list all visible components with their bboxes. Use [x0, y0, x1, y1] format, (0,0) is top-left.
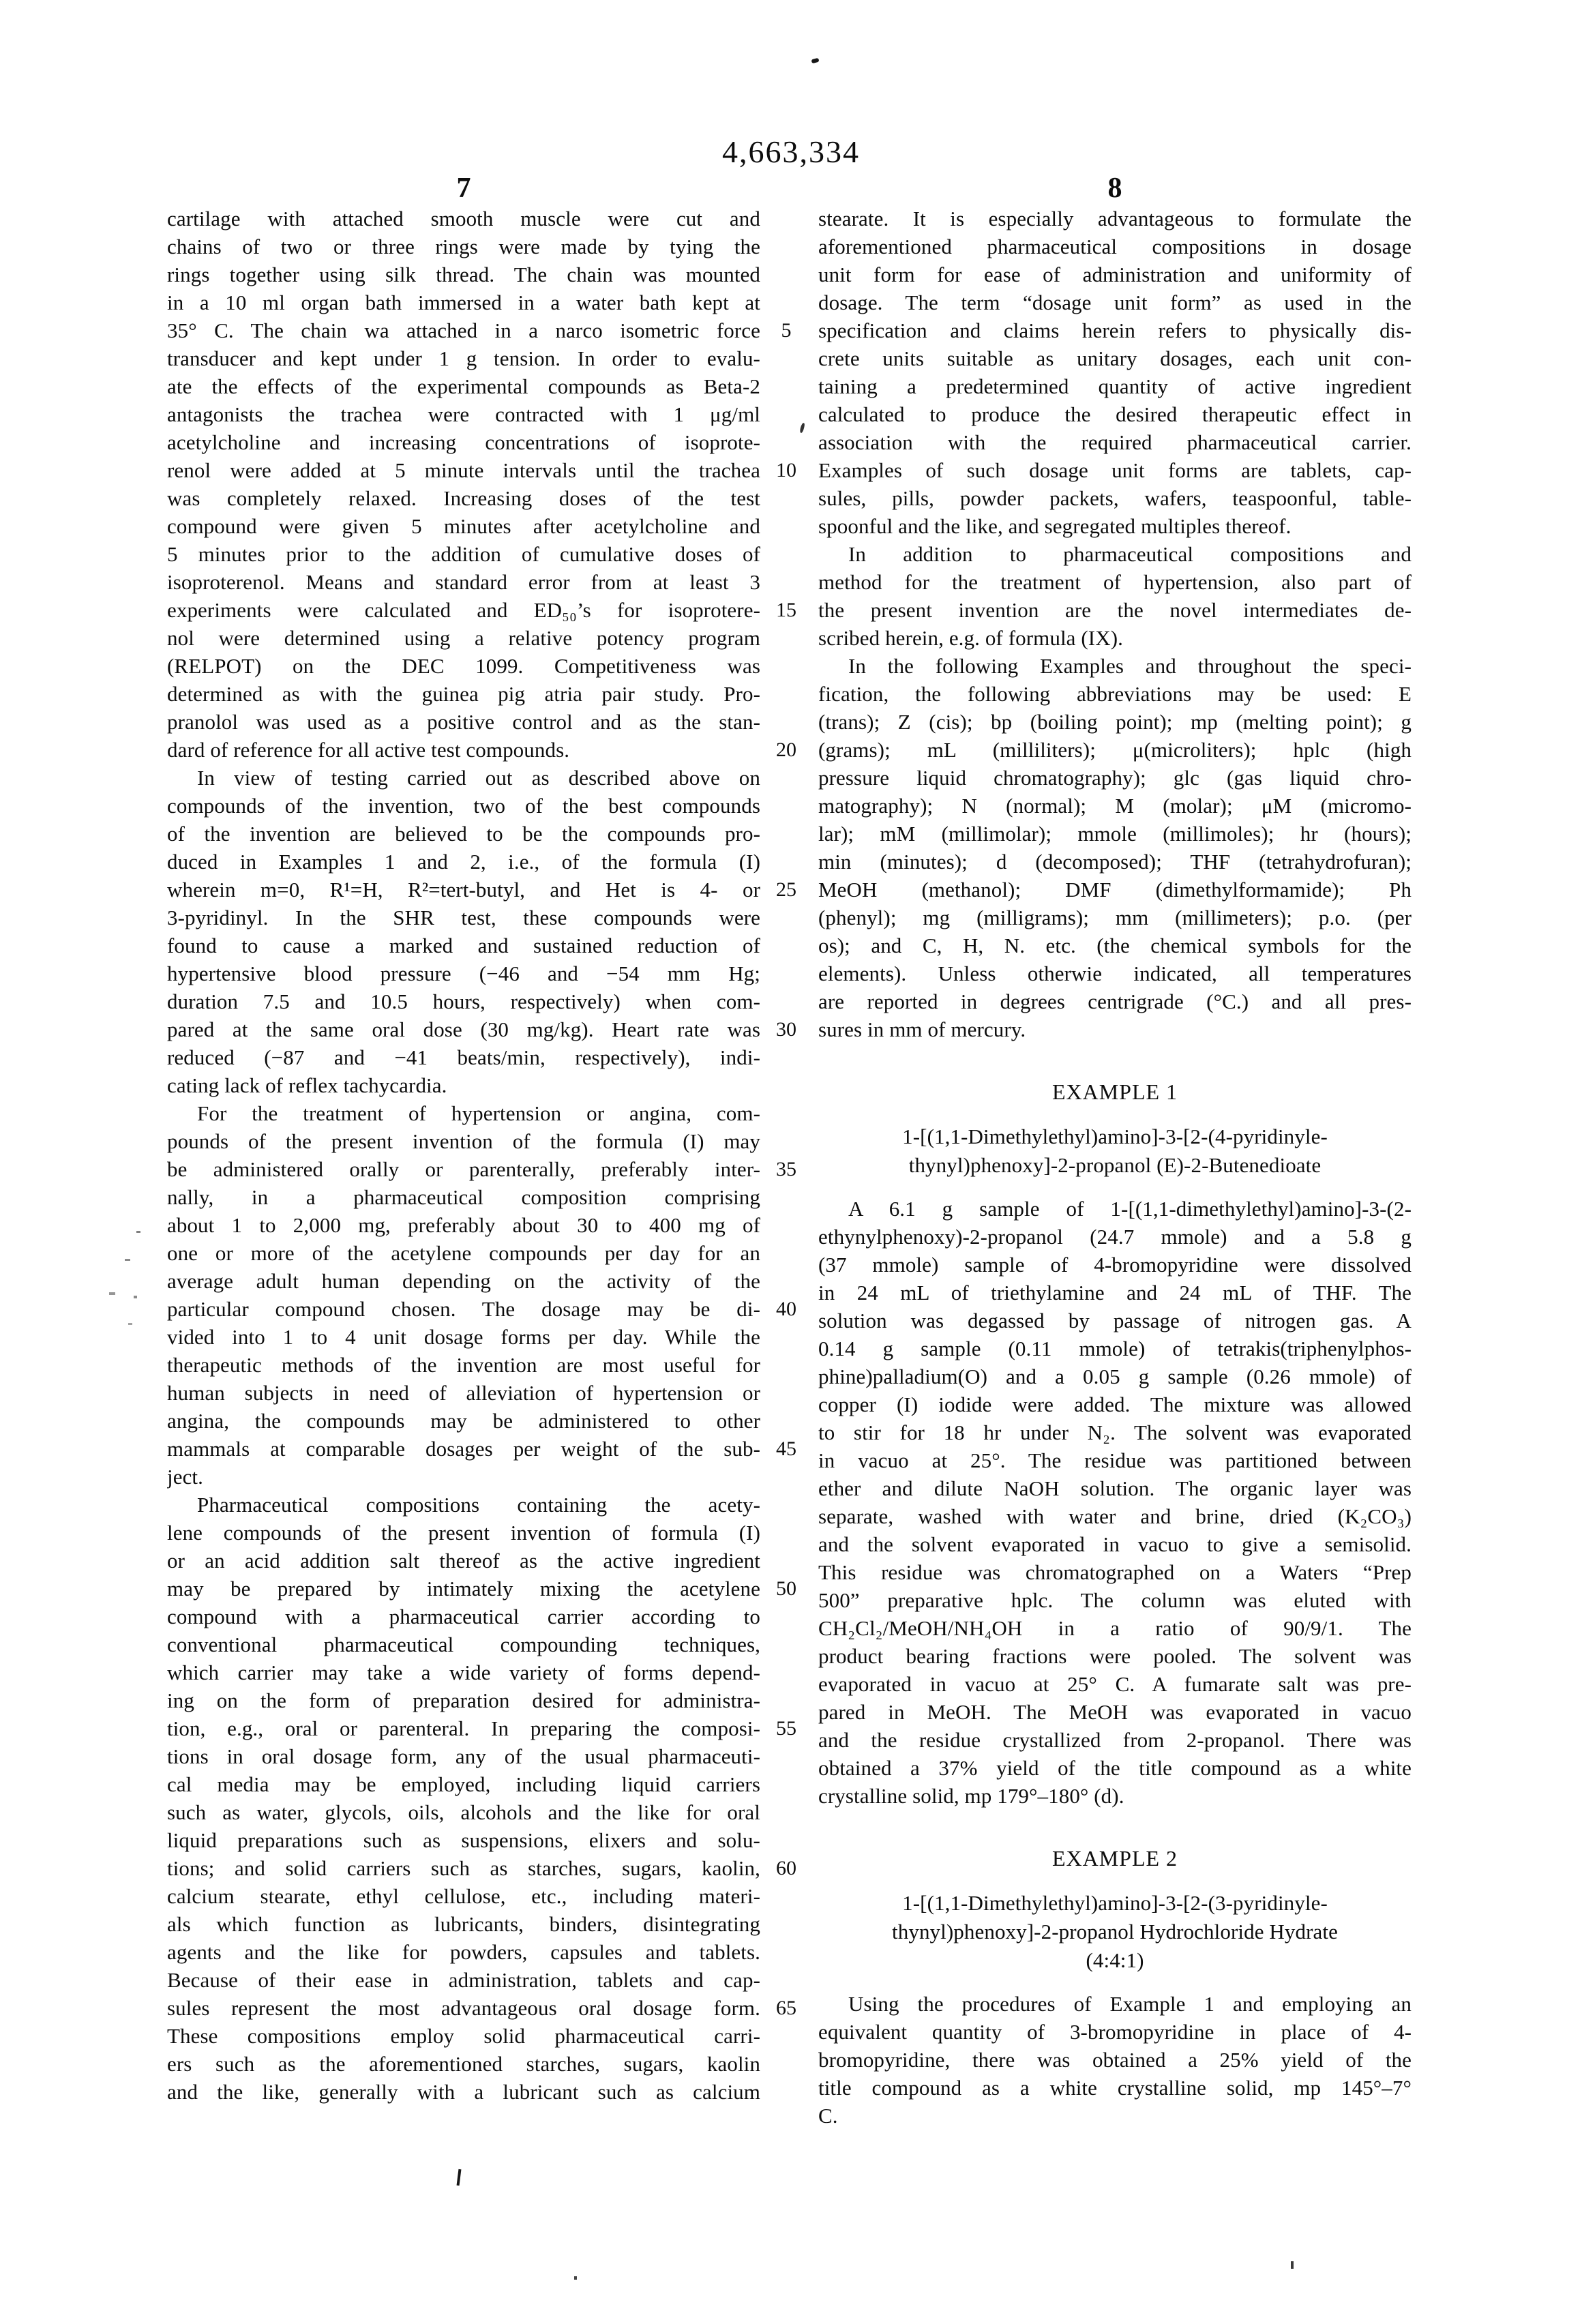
gutter-line-number: 60	[776, 1857, 796, 1879]
text-line: compound were given 5 minutes after acetylcholine and	[167, 514, 760, 538]
text-line: scribed herein, e.g. of formula (IX).	[818, 626, 1123, 650]
example-heading: EXAMPLE 2	[1051, 1846, 1178, 1871]
text-line: of the invention are believed to be the compounds pro-	[167, 822, 760, 846]
text-line: duced in Examples 1 and 2, i.e., of the formula (I)	[167, 850, 760, 874]
text-line: was completely relaxed. Increasing doses of the test	[167, 486, 760, 510]
scan-artifact-margin-speck	[128, 1323, 132, 1325]
paragraph	[818, 652, 1412, 1043]
compound-title-line: (4:4:1)	[1086, 1948, 1144, 1972]
text-line: min (minutes); d (decomposed); THF (tetrahydrofuran);	[818, 850, 1412, 874]
text-line: antagonists the trachea were contracted with 1 μg/ml	[167, 402, 760, 426]
text-line: sures in mm of mercury.	[818, 1017, 1026, 1041]
text-line: may be prepared by intimately mixing the acetylene	[167, 1577, 760, 1600]
text-line: duration 7.5 and 10.5 hours, respectively) when com-	[167, 989, 760, 1013]
text-line: ject.	[167, 1465, 203, 1489]
text-line: ethynylphenoxy)-2-propanol (24.7 mmole) and a 5.8 g	[818, 1225, 1412, 1249]
text-line: reduced (−87 and −41 beats/min, respectively), indi-	[167, 1045, 760, 1069]
text-line: agents and the like for powders, capsules and tablets.	[167, 1940, 760, 1964]
text-line: pared in MeOH. The MeOH was evaporated in vacuo	[818, 1700, 1412, 1724]
text-line: human subjects in need of alleviation of hypertension or	[167, 1381, 760, 1405]
scan-artifact-margin-speck	[134, 1296, 137, 1298]
paragraph	[818, 540, 1412, 652]
text-line: lar); mM (millimolar); mmole (millimoles); hr (hours);	[818, 822, 1412, 846]
text-line: dosage. The term “dosage unit form” as used in the	[818, 290, 1412, 314]
text-line: pounds of the present invention of the formula (I) may	[167, 1129, 760, 1153]
gutter-line-number: 5	[781, 319, 792, 342]
text-line: average adult human depending on the activity of the	[167, 1269, 760, 1293]
text-line: are reported in degrees centrigrade (°C.) and all pres-	[818, 989, 1412, 1013]
text-line: product bearing fractions were pooled. The solvent was	[818, 1644, 1412, 1668]
text-line: renol were added at 5 minute intervals until the trachea	[167, 458, 760, 482]
text-line: about 1 to 2,000 mg, preferably about 30 to 400 mg of	[167, 1213, 760, 1237]
page-number-7: 7	[456, 173, 471, 204]
gutter-line-number: 10	[776, 459, 796, 481]
text-line: one or more of the acetylene compounds per day for an	[167, 1241, 760, 1265]
text-line: which carrier may take a wide variety of forms depend-	[167, 1660, 760, 1684]
text-line: This residue was chromatographed on a Waters “Prep	[818, 1560, 1412, 1584]
patent-number: 4,663,334	[722, 134, 860, 169]
gutter-line-number: 30	[776, 1018, 796, 1041]
text-line: such as water, glycols, oils, alcohols and the like for oral	[167, 1800, 760, 1824]
text-line: In view of testing carried out as described above on	[197, 766, 760, 790]
paragraph	[818, 1990, 1412, 2130]
text-line: MeOH (methanol); DMF (dimethylformamide); Ph	[818, 878, 1412, 902]
text-line: to stir for 18 hr under N₂. The solvent was evaporated	[818, 1420, 1412, 1444]
text-line: nally, in a pharmaceutical composition comprising	[167, 1185, 760, 1209]
paragraph	[167, 1099, 760, 1491]
text-line: nol were determined using a relative potency program	[167, 626, 760, 650]
text-line: spoonful and the like, and segregated multiples thereof.	[818, 514, 1292, 538]
text-line: the present invention are the novel intermediates de-	[818, 598, 1412, 622]
text-line: chains of two or three rings were made by tying the	[167, 235, 760, 258]
text-line: be administered orally or parenterally, preferably inter-	[167, 1157, 760, 1181]
text-line: dard of reference for all active test compounds.	[167, 738, 570, 762]
gutter-line-number: 20	[776, 739, 796, 761]
text-line: 5 minutes prior to the addition of cumulative doses of	[167, 542, 760, 566]
text-line: and the like, generally with a lubricant such as calcium	[167, 2080, 760, 2104]
text-line: and the residue crystallized from 2-propanol. There was	[818, 1728, 1412, 1752]
paragraph	[818, 1195, 1412, 1810]
text-line: compound with a pharmaceutical carrier according to	[167, 1605, 760, 1628]
text-line: ing on the form of preparation desired for administra-	[167, 1688, 760, 1712]
text-line: particular compound chosen. The dosage may be di-	[167, 1297, 760, 1321]
text-line: crete units suitable as unitary dosages, each unit con-	[818, 346, 1412, 370]
text-line: isoproterenol. Means and standard error from at least 3	[167, 570, 760, 594]
paragraph	[818, 205, 1412, 540]
text-line: pressure liquid chromatography); glc (gas liquid chro-	[818, 766, 1412, 790]
text-line: elements). Unless otherwie indicated, all temperatures	[818, 962, 1412, 985]
text-line: In the following Examples and throughout the speci-	[848, 654, 1412, 678]
text-line: lene compounds of the present invention of formula (I)	[167, 1521, 760, 1545]
text-line: conventional pharmaceutical compounding techniques,	[167, 1633, 760, 1656]
text-line: taining a predetermined quantity of active ingredient	[818, 374, 1412, 398]
gutter-line-number: 55	[776, 1717, 796, 1740]
text-line: in a 10 ml organ bath immersed in a water bath kept at	[167, 290, 760, 314]
text-line: experiments were calculated and ED₅₀’s for isoprotere-	[167, 598, 760, 622]
text-line: ers such as the aforementioned starches, sugars, kaolin	[167, 2052, 760, 2076]
paragraph	[167, 764, 760, 1099]
text-line: (trans); Z (cis); bp (boiling point); mp (melting point); g	[818, 710, 1412, 734]
text-line: association with the required pharmaceutical carrier.	[818, 430, 1412, 454]
text-line: calcium stearate, ethyl cellulose, etc., including materi-	[167, 1884, 760, 1908]
text-line: (grams); mL (milliliters); μ(microliters); hplc (high	[818, 738, 1412, 762]
compound-title-line: 1-[(1,1-Dimethylethyl)amino]-3-[2-(4-pyridinyle-	[902, 1124, 1328, 1148]
text-line: For the treatment of hypertension or angina, com-	[197, 1101, 760, 1125]
text-line: vided into 1 to 4 unit dosage forms per day. While the	[167, 1325, 760, 1349]
text-line: therapeutic methods of the invention are most useful for	[167, 1353, 760, 1377]
text-line: in 24 mL of triethylamine and 24 mL of THF. The	[818, 1281, 1412, 1305]
text-line: angina, the compounds may be administered to other	[167, 1409, 760, 1433]
text-line: equivalent quantity of 3-bromopyridine in place of 4-	[818, 2020, 1412, 2044]
text-line: acetylcholine and increasing concentrations of isoprote-	[167, 430, 760, 454]
gutter-line-number: 50	[776, 1577, 796, 1600]
gutter-line-number: 15	[776, 599, 796, 621]
text-line: Because of their ease in administration, tablets and cap-	[167, 1968, 760, 1992]
compound-title-line: thynyl)phenoxy]-2-propanol Hydrochloride Hydrate	[892, 1920, 1338, 1943]
text-line: 3-pyridinyl. In the SHR test, these compounds were	[167, 906, 760, 929]
text-line: and the solvent evaporated in vacuo to give a semisolid.	[818, 1532, 1412, 1556]
gutter-line-number: 40	[776, 1298, 796, 1320]
text-line: sules represent the most advantageous oral dosage form.	[167, 1996, 760, 2020]
text-line: crystalline solid, mp 179°–180° (d).	[818, 1784, 1124, 1808]
text-line: (RELPOT) on the DEC 1099. Competitiveness was	[167, 654, 760, 678]
text-line: title compound as a white crystalline solid, mp 145°–7°	[818, 2076, 1412, 2100]
text-line: transducer and kept under 1 g tension. In order to evalu-	[167, 346, 760, 370]
gutter-line-number: 25	[776, 878, 796, 901]
page-8-column	[818, 205, 1412, 2130]
compound-title	[818, 1889, 1412, 1975]
paragraph	[167, 205, 760, 764]
gutter-line-number: 65	[776, 1997, 796, 2019]
text-line: C.	[818, 2104, 838, 2128]
gutter-line-number: 35	[776, 1158, 796, 1180]
text-line: tions; and solid carriers such as starches, sugars, kaolin,	[167, 1856, 760, 1880]
text-line: cal media may be employed, including liquid carriers	[167, 1772, 760, 1796]
text-line: phine)palladium(O) and a 0.05 g sample (0.26 mmole) of	[818, 1365, 1412, 1388]
text-line: pranolol was used as a positive control and as the stan-	[167, 710, 760, 734]
text-line: stearate. It is especially advantageous to formulate the	[818, 207, 1412, 230]
text-line: A 6.1 g sample of 1-[(1,1-dimethylethyl)amino]-3-(2-	[848, 1197, 1412, 1221]
text-line: (phenyl); mg (milligrams); mm (millimeters); p.o. (per	[818, 906, 1412, 929]
center-gutter-line-numbers	[752, 0, 820, 2324]
text-line: hypertensive blood pressure (−46 and −54 mm Hg;	[167, 962, 760, 985]
scan-artifact-margin-speck	[109, 1292, 115, 1295]
text-line: tions in oral dosage form, any of the usual pharmaceuti-	[167, 1744, 760, 1768]
text-line: compounds of the invention, two of the best compounds	[167, 794, 760, 818]
text-line: solution was degassed by passage of nitrogen gas. A	[818, 1309, 1412, 1332]
text-line: Examples of such dosage unit forms are tablets, cap-	[818, 458, 1412, 482]
text-line: calculated to produce the desired therapeutic effect in	[818, 402, 1412, 426]
text-line: In addition to pharmaceutical compositions and	[848, 542, 1412, 566]
text-line: wherein m=0, R¹=H, R²=tert-butyl, and Het is 4- or	[167, 878, 760, 902]
text-line: evaporated in vacuo at 25° C. A fumarate salt was pre-	[818, 1672, 1412, 1696]
text-line: unit form for ease of administration and uniformity of	[818, 263, 1412, 286]
text-line: These compositions employ solid pharmaceutical carri-	[167, 2024, 760, 2048]
text-line: copper (I) iodide were added. The mixture was allowed	[818, 1392, 1412, 1416]
text-line: ate the effects of the experimental compounds as Beta-2	[167, 374, 760, 398]
text-line: obtained a 37% yield of the title compound as a white	[818, 1756, 1412, 1780]
text-line: cartilage with attached smooth muscle were cut and	[167, 207, 760, 230]
example-heading: EXAMPLE 1	[1051, 1079, 1178, 1104]
text-line: als which function as lubricants, binders, disintegrating	[167, 1912, 760, 1936]
text-line: rings together using silk thread. The chain was mounted	[167, 263, 760, 286]
scan-artifact-bottom-tick	[457, 2169, 462, 2186]
text-line: sules, pills, powder packets, wafers, teaspoonful, table-	[818, 486, 1412, 510]
text-line: 35° C. The chain wa attached in a narco isometric force	[167, 318, 760, 342]
scan-artifact-margin-speck	[136, 1231, 140, 1233]
text-line: Pharmaceutical compositions containing the acety-	[197, 1493, 760, 1517]
text-line: 0.14 g sample (0.11 mmole) of tetrakis(triphenylphos-	[818, 1337, 1412, 1360]
text-line: Using the procedures of Example 1 and employing an	[848, 1992, 1412, 2016]
paragraph	[167, 1491, 760, 2106]
text-line: aforementioned pharmaceutical compositions in dosage	[818, 235, 1412, 258]
text-line: 500” preparative hplc. The column was eluted with	[818, 1588, 1412, 1612]
text-line: tion, e.g., oral or parenteral. In preparing the composi-	[167, 1716, 760, 1740]
text-line: method for the treatment of hypertension, also part of	[818, 570, 1412, 594]
text-line: determined as with the guinea pig atria pair study. Pro-	[167, 682, 760, 706]
page-7-column	[167, 205, 760, 2106]
compound-title-line: 1-[(1,1-Dimethylethyl)amino]-3-[2-(3-pyridinyle-	[902, 1891, 1328, 1915]
text-line: mammals at comparable dosages per weight of the sub-	[167, 1437, 760, 1461]
text-line: separate, washed with water and brine, dried (K₂CO₃)	[818, 1504, 1412, 1528]
text-line: os); and C, H, N. etc. (the chemical symbols for the	[818, 934, 1412, 957]
text-line: CH₂Cl₂/MeOH/NH₄OH in a ratio of 90/9/1. The	[818, 1616, 1412, 1640]
text-line: matography); N (normal); M (molar); μM (micromo-	[818, 794, 1412, 818]
text-line: liquid preparations such as suspensions, elixers and solu-	[167, 1828, 760, 1852]
gutter-line-number: 45	[776, 1437, 796, 1460]
scan-artifact-bottom-dash	[1291, 2261, 1294, 2269]
compound-title-line: thynyl)phenoxy]-2-propanol (E)-2-Butenedioate	[908, 1153, 1322, 1177]
text-line: or an acid addition salt thereof as the active ingredient	[167, 1549, 760, 1573]
text-line: (37 mmole) sample of 4-bromopyridine were dissolved	[818, 1253, 1412, 1277]
text-line: in vacuo at 25°. The residue was partitioned between	[818, 1448, 1412, 1472]
text-line: specification and claims herein refers to physically dis-	[818, 318, 1412, 342]
scan-artifact-margin-speck	[125, 1259, 130, 1261]
text-line: pared at the same oral dose (30 mg/kg). Heart rate was	[167, 1017, 760, 1041]
text-line: bromopyridine, there was obtained a 25% yield of the	[818, 2048, 1412, 2072]
scan-artifact-bottom-dot	[574, 2276, 577, 2280]
text-line: found to cause a marked and sustained reduction of	[167, 934, 760, 957]
compound-title	[818, 1122, 1412, 1180]
text-line: cating lack of reflex tachycardia.	[167, 1073, 447, 1097]
text-line: fication, the following abbreviations may be used: E	[818, 682, 1412, 706]
text-line: ether and dilute NaOH solution. The organic layer was	[818, 1476, 1412, 1500]
page-number-8: 8	[1107, 173, 1122, 204]
